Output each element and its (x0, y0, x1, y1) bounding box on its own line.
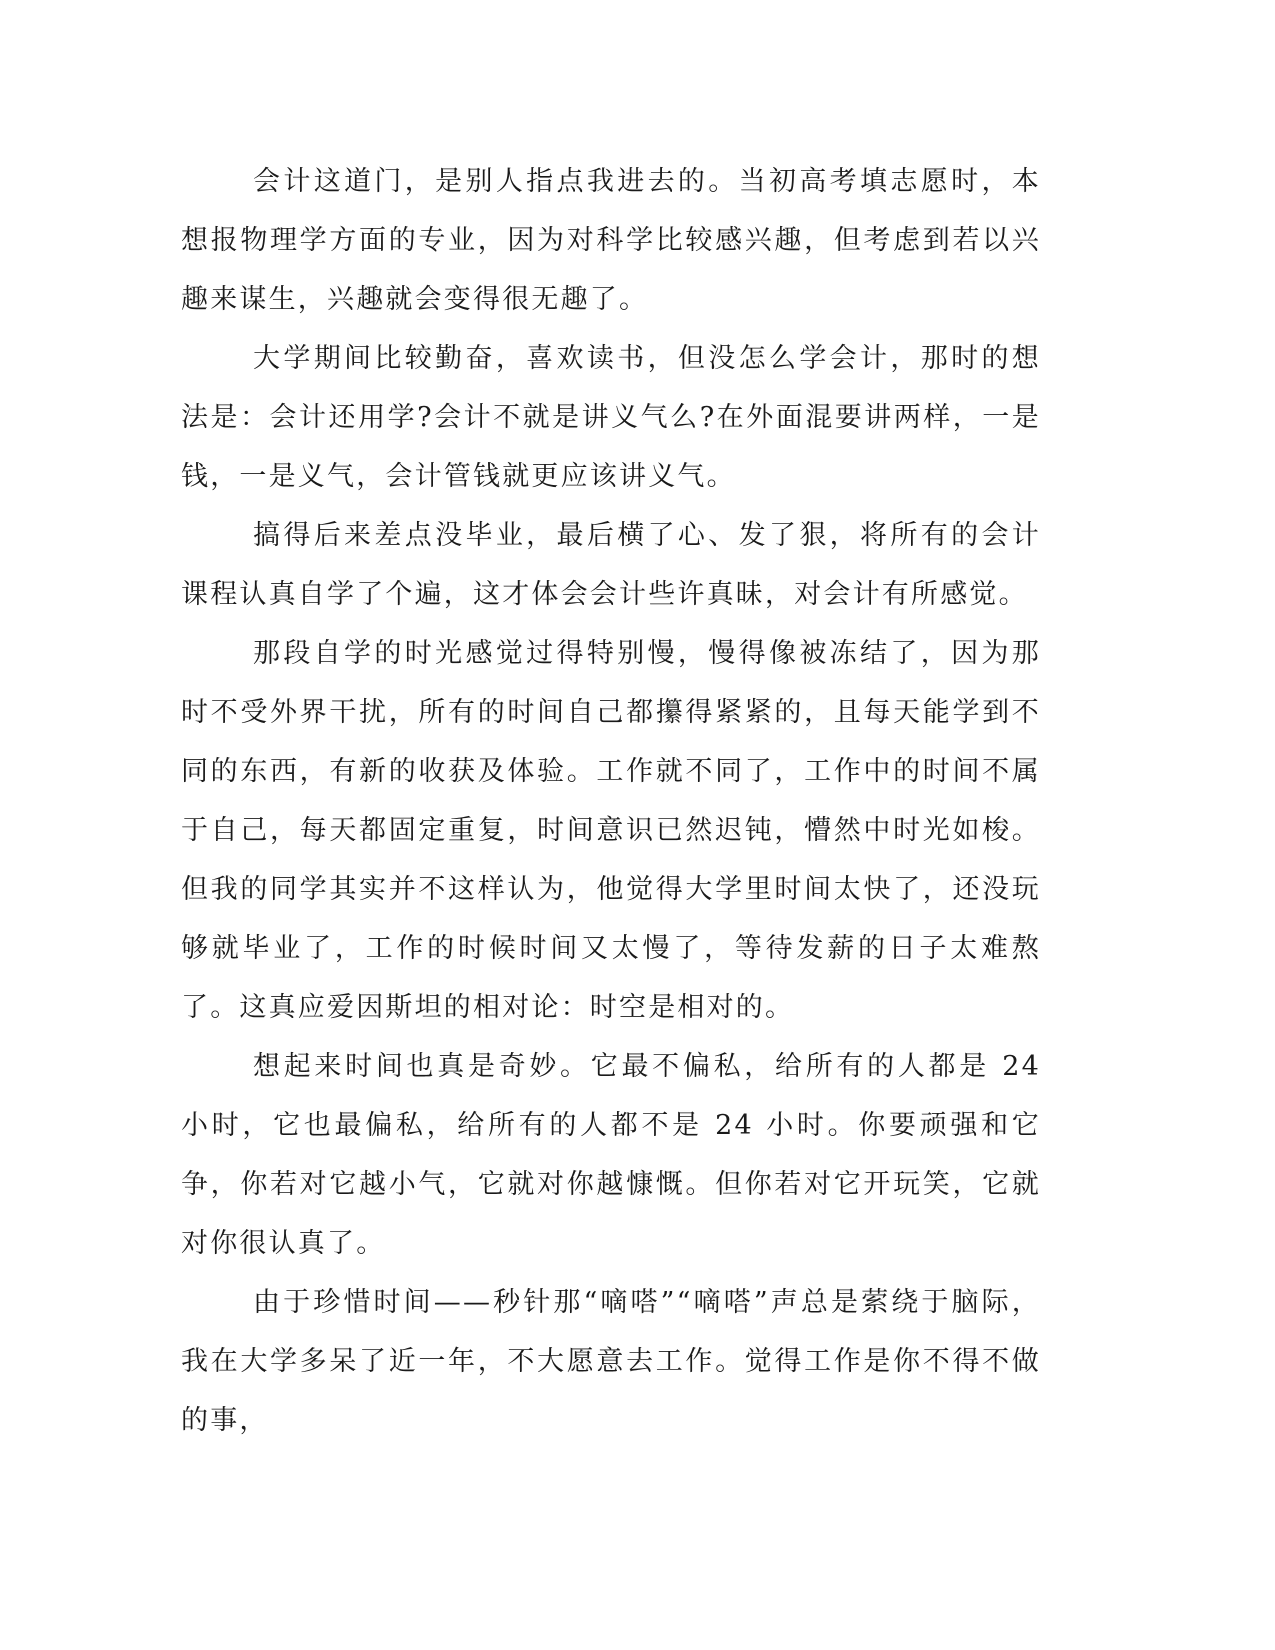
paragraph-2: 大学期间比较勤奋，喜欢读书，但没怎么学会计，那时的想法是：会计还用学?会计不就是讲义气么?在外面混要讲两样，一是钱，一是义气，会计管钱就更应该讲义气。 (181, 343, 1041, 492)
paragraph-5: 想起来时间也真是奇妙。它最不偏私，给所有的人都是 24 小时，它也最偏私，给所有的人都不是 24 小时。你要顽强和它争，你若对它越小气，它就对你越慷慨。但你若对它开玩笑，它就对你很认真了。 (181, 1051, 1041, 1259)
paragraph-3: 搞得后来差点没毕业，最后横了心、发了狠，将所有的会计课程认真自学了个遍，这才体会会计些许真昧，对会计有所感觉。 (181, 520, 1041, 610)
paragraph-4: 那段自学的时光感觉过得特别慢，慢得像被冻结了，因为那时不受外界干扰，所有的时间自己都攥得紧紧的，且每天能学到不同的东西，有新的收获及体验。工作就不同了，工作中的时间不属于自己，每天都固定重复，时间意识已然迟钝，懵然中时光如梭。但我的同学其实并不这样认为，他觉得大学里时间太快了，还没玩够就毕业了，工作的时候时间又太慢了，等待发薪的日子太难熬了。这真应爱因斯坦的相对论：时空是相对的。 (181, 638, 1041, 1023)
document-body (181, 152, 1041, 1450)
paragraph-6: 由于珍惜时间——秒针那“嘀嗒”“嘀嗒”声总是萦绕于脑际，我在大学多呆了近一年，不大愿意去工作。觉得工作是你不得不做的事， (181, 1287, 1041, 1436)
paragraph-1: 会计这道门，是别人指点我进去的。当初高考填志愿时，本想报物理学方面的专业，因为对科学比较感兴趣，但考虑到若以兴趣来谋生，兴趣就会变得很无趣了。 (181, 166, 1041, 315)
